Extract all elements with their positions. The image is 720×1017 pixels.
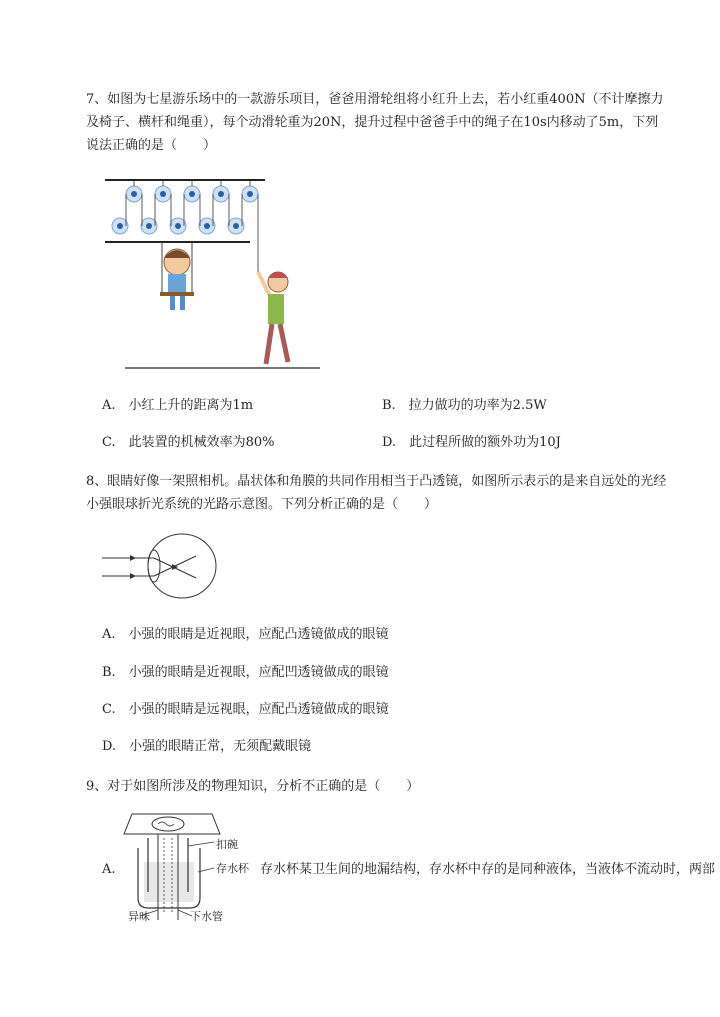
q9-line-1: 9、对于如图所涉及的物理知识，分析不正确的是（ ） — [86, 779, 420, 794]
q8-line-1: 8、眼睛好像一架照相机。晶状体和角膜的共同作用相当于凸透镜，如图所示表示的是来自远处的光经 — [86, 474, 667, 489]
q7-option-d[interactable]: D. 此过程所做的额外功为10J — [382, 435, 561, 450]
label-odor: 异味 — [128, 910, 150, 923]
q8-option-d[interactable]: D. 小强的眼睛正常，无须配戴眼镜 — [102, 739, 312, 754]
q7-option-a[interactable]: A. 小红上升的距离为1m — [102, 398, 254, 413]
q8-option-c[interactable]: C. 小强的眼睛是远视眼，应配凸透镜做成的眼镜 — [102, 702, 389, 717]
q9-option-a-text: 存水杯某卫生间的地漏结构，存水杯中存的是同种液体，当液体不流动时，两部 — [260, 862, 716, 877]
q8-line-2: 小强眼球折光系统的光路示意图。下列分析正确的是（ ） — [86, 497, 438, 512]
eye-figure — [100, 532, 220, 602]
label-bowl: 扣碗 — [216, 838, 238, 851]
floor-drain-figure — [120, 812, 220, 922]
q7-line-3: 说法正确的是（ ） — [86, 138, 217, 153]
label-pipe: 下水管 — [190, 910, 223, 923]
q7-option-b[interactable]: B. 拉力做功的功率为2.5W — [382, 398, 547, 413]
q9-option-a-label[interactable]: A. — [102, 862, 116, 877]
q8-option-b[interactable]: B. 小强的眼睛是近视眼，应配凹透镜做成的眼镜 — [102, 665, 389, 680]
q7-option-c[interactable]: C. 此装置的机械效率为80% — [102, 435, 275, 450]
q8-option-a[interactable]: A. 小强的眼睛是近视眼，应配凸透镜做成的眼镜 — [102, 627, 389, 642]
pulley-figure — [100, 172, 330, 372]
q7-line-2: 及椅子、横杆和绳重），每个动滑轮重为20N，提升过程中爸爸手中的绳子在10s内移动了5m，下列 — [86, 115, 659, 130]
q7-line-1: 7、如图为七星游乐场中的一款游乐项目，爸爸用滑轮组将小红升上去，若小红重400N（不计摩擦力 — [86, 92, 664, 107]
label-cup: 存水杯 — [216, 862, 249, 875]
